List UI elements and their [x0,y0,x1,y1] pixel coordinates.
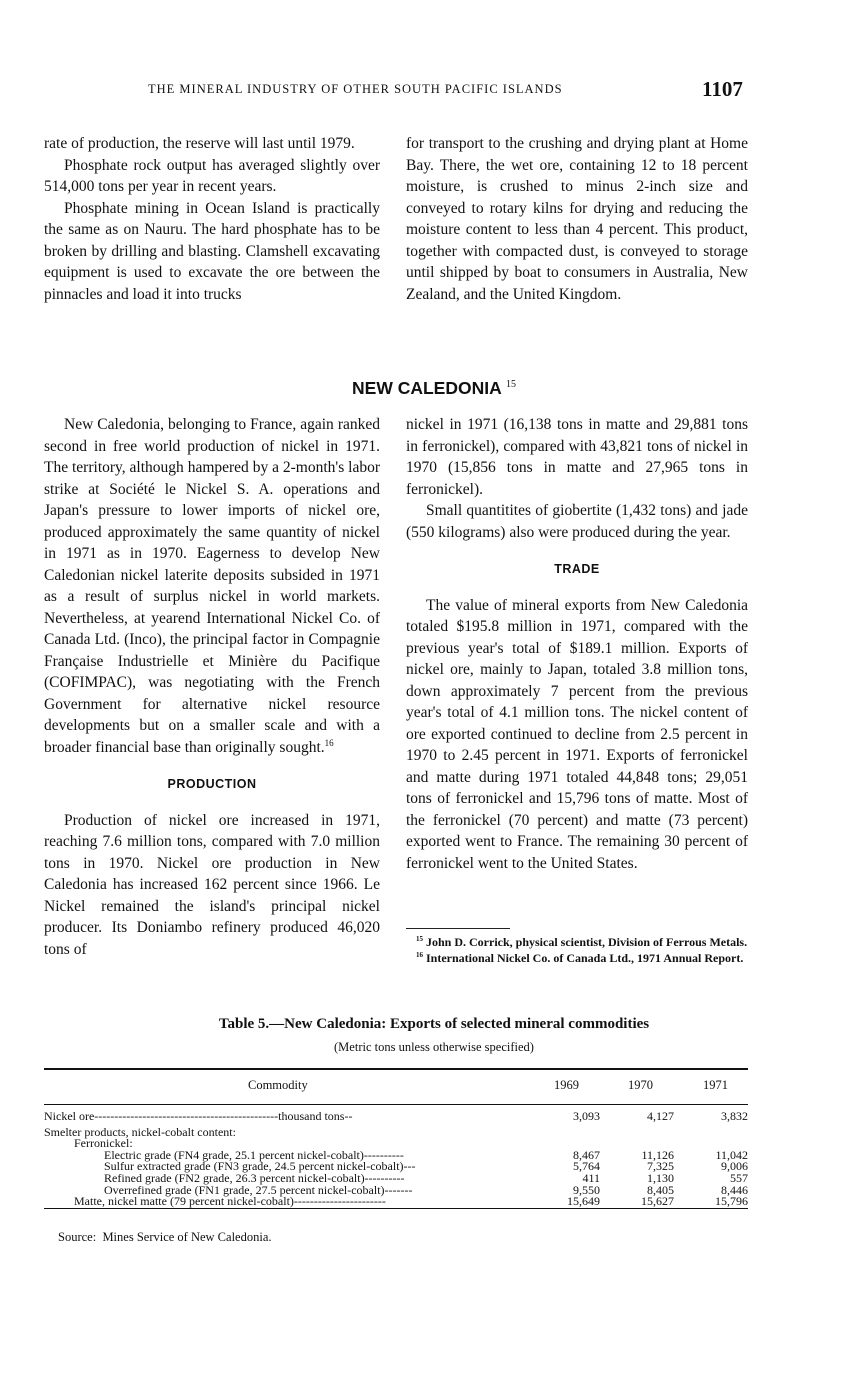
column-header: 1969 [554,1078,579,1092]
cell-1970: 8,405 [647,1182,674,1197]
footnote-text: John D. Corrick, physical scientist, Division of Ferrous Metals. [426,935,748,949]
column-header: 1970 [628,1078,653,1092]
cell-1969: 411 [582,1170,600,1185]
cell-1970: 15,627 [641,1194,674,1209]
cell-1971: 11,042 [715,1147,748,1162]
table-subtitle: (Metric tons unless otherwise specified) [334,1040,534,1054]
section-title [0,378,868,399]
row-label: Electric grade (FN4 grade, 25.1 percent nickel-cobalt)---------- [104,1147,404,1162]
right-column [406,414,748,874]
top-left-column [44,133,380,305]
cell-1970: 4,127 [647,1109,674,1123]
row-label: Sulfur extracted grade (FN3 grade, 24.5 percent nickel-cobalt)--- [104,1159,416,1174]
cell-1970: 1,130 [647,1170,674,1185]
exports-table [44,1068,748,1209]
row-label: Overrefined grade (FN1 grade, 27.5 percent nickel-cobalt)------- [104,1182,413,1197]
row-label: Ferronickel: [74,1136,133,1151]
row-label: Refined grade (FN2 grade, 26.3 percent nickel-cobalt)---------- [104,1170,405,1185]
cell-1971: 3,832 [721,1109,748,1123]
column-header: 1971 [703,1078,728,1092]
left-column [44,414,380,960]
intro-text: New Caledonia, belonging to France, again ranked second in free world production of nickel in 1971. The territory, although hampered by a 2-month's labor strike at Société le Nickel S. A. operations and Japan's pressure to lower imports of nickel ore, produced approximately the same quantity of nickel in 1971 as in 1970. Eagerness to develop New Caledonian nickel laterite deposits subsided in 1971 as a result of surplus nickel in world markets. Nevertheless, at yearend International Nickel Co. of Canada Ltd. (Inco), the principal factor in Compagnie Française Industrielle et Minière du Pacifique (COFIMPAC), was negotiating with the French Government for alternative nickel resource developments but on a smaller scale and with a broader financial base than originally sought. [44,416,380,756]
production-paragraph: Production of nickel ore increased in 1971, reaching 7.6 million tons, compared with 7.0 million tons in 1970. Nickel ore production in New Caledonia has increased 162 percent since 1966. Le Nickel remained the island's principal nickel producer. Its Doniambo refinery produced 46,020 tons of [44,811,380,958]
footnote-ref: 15 [505,379,516,391]
production-heading: PRODUCTION [167,777,257,791]
intro-paragraph [44,414,380,758]
cell-1969: 3,093 [573,1109,600,1123]
footnote-number: 15 [416,935,423,943]
cell-1970: 7,325 [647,1159,674,1174]
trade-heading: TRADE [554,562,600,576]
paragraph: rate of production, the reserve will last until 1979. [44,135,355,152]
trade-paragraph: The value of mineral exports from New Caledonia totaled $195.8 million in 1971, compared with the previous year's total of $189.1 million. Exports of nickel ore, mainly to Japan, totaled 3.8 million tons, down approximately 7 percent from the previous year's total of 4.1 million tons. The nickel content of ore exported continued to decline from 2.5 percent in 1970 to 2.45 percent in 1971. Exports of ferronickel and matte during 1971 totaled 44,848 tons; 29,051 tons of ferronickel and 15,796 tons of matte. Most of the ferronickel (70 percent) and matte (73 percent) exported went to France. The remaining 30 percent of ferronickel went to the United States. [406,596,748,872]
table-rule [44,1068,748,1070]
cell-1971: 15,796 [715,1194,748,1209]
footnotes [406,928,748,965]
source-text: Mines Service of New Caledonia. [102,1230,272,1244]
running-title: THE MINERAL INDUSTRY OF OTHER SOUTH PACIFIC ISLANDS [148,82,563,96]
table-source [58,1230,272,1245]
running-header [40,77,748,104]
footnote-number: 16 [416,951,423,959]
cell-1971: 9,006 [721,1159,748,1174]
source-label: Source: [58,1230,97,1244]
footnote-text: International Nickel Co. of Canada Ltd., 1971 Annual Report. [426,951,744,965]
column-header: Commodity [248,1078,308,1092]
cell-1971: 8,446 [721,1182,748,1197]
footnote-rule [406,928,510,929]
table-row [44,1196,748,1208]
paragraph: for transport to the crushing and drying plant at Home Bay. There, the wet ore, containing 12 to 18 percent moisture, is crushed to minus 2-inch size and conveyed to rotary kilns for drying and reducing the moisture content to less than 4 percent. This product, together with compacted dust, is conveyed to storage until shipped by boat to consumers in Australia, New Zealand, and the United Kingdom. [406,135,748,303]
table-title: Table 5.—New Caledonia: Exports of selected mineral commodities [218,1016,650,1032]
table-row [44,1124,748,1139]
paragraph: nickel in 1971 (16,138 tons in matte and 29,881 tons in ferronickel), compared with 43,821 tons of nickel in 1970 (15,856 tons in matte and 27,965 tons in ferronickel). [406,416,748,498]
footnote-ref: 16 [324,737,334,748]
top-right-column [406,133,748,305]
table-body [44,1111,748,1208]
cell-1969: 8,467 [573,1147,600,1162]
cell-1971: 557 [730,1170,748,1185]
footnote [406,949,748,965]
section-title-text: NEW CALEDONIA [352,378,502,398]
cell-1969: 9,550 [573,1182,600,1197]
row-label: Smelter products, nickel-cobalt content: [44,1124,236,1139]
cell-1970: 11,126 [641,1147,674,1162]
table-rule [44,1104,748,1105]
table-row [44,1111,748,1123]
paragraph: Phosphate rock output has averaged slightly over 514,000 tons per year in recent years. [44,156,380,195]
row-label: Nickel ore----------------------------------------------thousand tons-- [44,1109,353,1123]
cell-1969: 15,649 [567,1194,600,1209]
footnote [406,933,748,949]
paragraph: Small quantitites of giobertite (1,432 tons) and jade (550 kilograms) also were produced during the year. [406,502,748,541]
paragraph: Phosphate mining in Ocean Island is practically the same as on Nauru. The hard phosphate has to be broken by drilling and blasting. Clamshell excavating equipment is used to excavate the ore between the pinnacles and load it into trucks [44,199,380,303]
row-label: Matte, nickel matte (79 percent nickel-cobalt)----------------------- [74,1194,386,1209]
cell-1969: 5,764 [573,1159,600,1174]
page-number: 1107 [702,77,743,101]
